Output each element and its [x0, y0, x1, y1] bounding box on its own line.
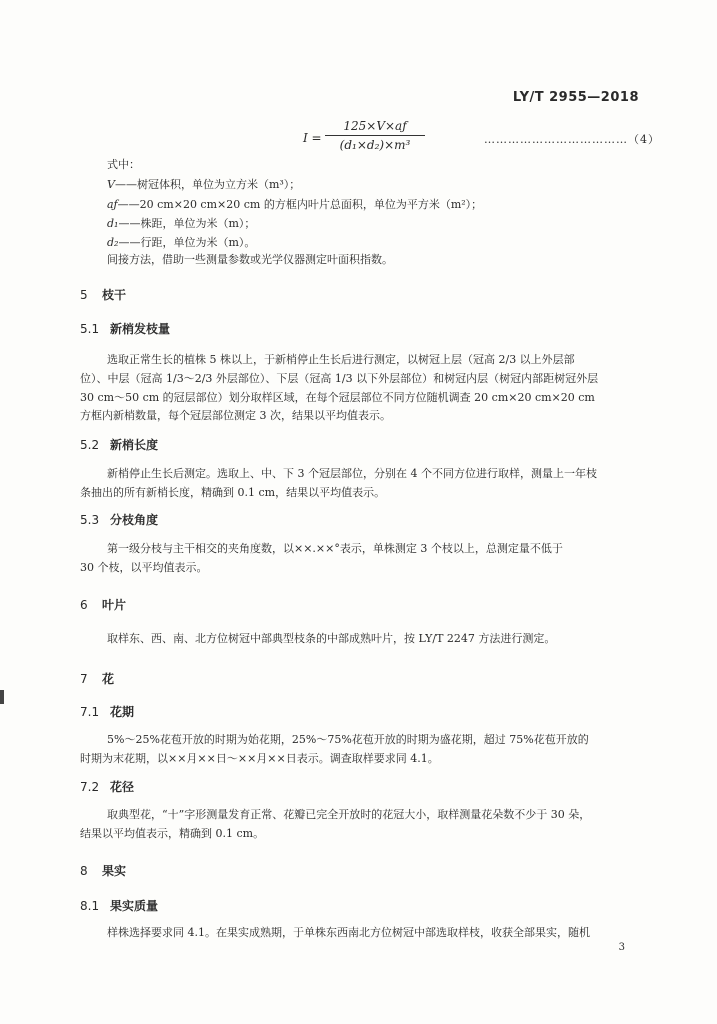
section-7-2-heading — [80, 778, 134, 795]
paragraph-line: 第一级分枝与主干相交的夹角度数，以××.××°表示，单株测定 3 个枝以上，总测定量不低于 — [107, 542, 563, 555]
section-5-heading — [80, 286, 126, 303]
section-title: 果实 — [102, 864, 127, 878]
formula-denominator: (d₁×d₂)×m³ — [339, 138, 411, 152]
scan-edge-mark — [0, 690, 4, 704]
section-5-2-heading — [80, 436, 158, 453]
definition-symbol: V — [107, 178, 115, 191]
definition-d1 — [107, 215, 255, 231]
definition-symbol: aƒ — [107, 198, 118, 211]
formula-fraction — [325, 119, 425, 152]
paragraph-line: 条抽出的所有新梢长度，精确到 0.1 cm，结果以平均值表示。 — [80, 486, 386, 499]
paragraph-line: 5%～25%花苞开放的时期为始花期，25%～75%花苞开放的时期为盛花期，超过 75%花苞开放的 — [107, 733, 589, 746]
paragraph-line: 方框内新梢数量，每个冠层部位测定 3 次，结果以平均值表示。 — [80, 409, 391, 422]
paragraph-line: 时期为末花期，以××月××日～××月××日表示。调查取样要求同 4.1。 — [80, 752, 439, 765]
section-number: 8 — [80, 864, 88, 878]
section-7-heading — [80, 670, 114, 687]
paragraph-line: 选取正常生长的植株 5 株以上，于新梢停止生长后进行测定，以树冠上层（冠高 2/3 以上外层部 — [107, 353, 575, 366]
definition-text: ——株距，单位为米（m）； — [118, 217, 256, 230]
paragraph-line: 取样东、西、南、北方位树冠中部典型枝条的中部成熟叶片，按 LY/T 2247 方法进行测定。 — [107, 632, 556, 645]
paragraph-line: 新梢停止生长后测定。选取上、中、下 3 个冠层部位，分别在 4 个不同方位进行取样，测量上一年枝 — [107, 467, 597, 480]
indirect-method-text: 间接方法，借助一些测量参数或光学仪器测定叶面积指数。 — [107, 253, 393, 266]
definition-af — [107, 196, 482, 212]
section-title: 花 — [102, 672, 115, 686]
definition-d2 — [107, 234, 255, 250]
paragraph-line: 样株选择要求同 4.1。在果实成熟期，于单株东西南北方位树冠中部选取样枝，收获全部果实，随机 — [107, 926, 590, 939]
section-title: 果实质量 — [110, 899, 159, 913]
formula-numerator: 125×V×aƒ — [325, 119, 425, 136]
section-title: 分枝角度 — [110, 513, 159, 527]
paragraph-line: 位）、中层（冠高 1/3～2/3 外层部位）、下层（冠高 1/3 以下外层部位）和树冠内层（树冠内部距树冠外层 — [80, 372, 599, 385]
equation-number: ………………………………（4） — [484, 133, 660, 146]
section-number: 5.1 — [80, 322, 100, 336]
section-5-1-heading — [80, 320, 170, 337]
section-number: 7.1 — [80, 705, 100, 719]
standard-number: LY/T 2955—2018 — [512, 90, 639, 105]
section-6-heading — [80, 596, 126, 613]
section-number: 7 — [80, 672, 88, 686]
section-number: 8.1 — [80, 899, 100, 913]
section-title: 枝干 — [102, 288, 127, 302]
paragraph-line: 取典型花，“十”字形测量发育正常、花瓣已完全开放时的花冠大小，取样测量花朵数不少于 30 朵， — [107, 808, 591, 821]
section-title: 新梢长度 — [110, 438, 159, 452]
section-8-heading — [80, 862, 126, 879]
section-number: 6 — [80, 598, 88, 612]
definition-text: ——20 cm×20 cm×20 cm 的方框内叶片总面积，单位为平方米（m²）； — [117, 198, 483, 211]
definition-text: ——行距，单位为米（m）。 — [118, 236, 256, 249]
definition-text: ——树冠体积，单位为立方米（m³）； — [114, 178, 301, 191]
where-label: 式中： — [107, 158, 140, 171]
section-number: 5.2 — [80, 438, 100, 452]
formula-lhs: I = — [303, 131, 322, 145]
section-title: 花径 — [110, 780, 135, 794]
section-number: 5 — [80, 288, 88, 302]
section-number: 7.2 — [80, 780, 100, 794]
section-number: 5.3 — [80, 513, 100, 527]
section-title: 花期 — [110, 705, 135, 719]
section-title: 新梢发枝量 — [110, 322, 171, 336]
definition-symbol: d₂ — [107, 236, 119, 249]
paragraph-line: 结果以平均值表示，精确到 0.1 cm。 — [80, 827, 265, 840]
definition-v — [107, 176, 300, 192]
section-8-1-heading — [80, 897, 158, 914]
page-number: 3 — [618, 942, 625, 953]
paragraph-line: 30 cm～50 cm 的冠层部位）划分取样区域，在每个冠层部位不同方位随机调查 20 cm×20 cm×20 cm — [80, 391, 595, 404]
definition-symbol: d₁ — [107, 217, 119, 230]
section-7-1-heading — [80, 703, 134, 720]
section-title: 叶片 — [102, 598, 127, 612]
section-5-3-heading — [80, 511, 158, 528]
paragraph-line: 30 个枝，以平均值表示。 — [80, 561, 208, 574]
